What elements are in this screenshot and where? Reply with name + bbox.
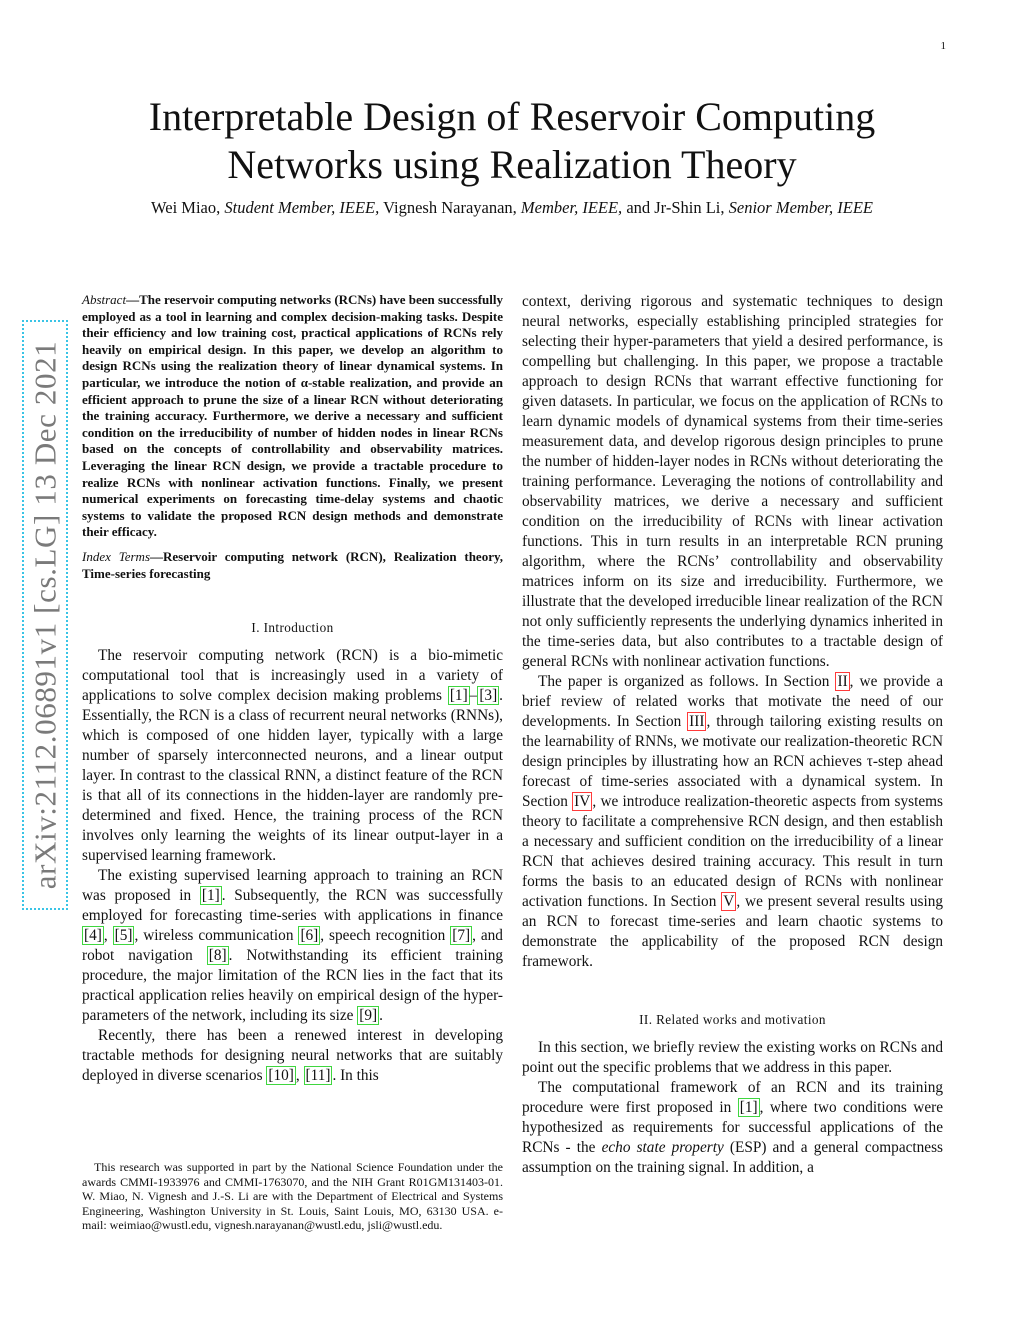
citation-link[interactable]: [7] [452, 927, 471, 945]
right-column [522, 292, 943, 1178]
index-terms [82, 549, 503, 582]
text-run: The computational framework of an RCN and its training procedure were first proposed in [522, 1079, 943, 1116]
intro-paragraph-2 [82, 866, 503, 1026]
text-run: , [103, 927, 113, 945]
author-role: Member, IEEE, [520, 198, 623, 217]
citation-link[interactable]: [5] [114, 927, 133, 945]
arxiv-stamp [22, 320, 68, 910]
italic-term: echo state property [601, 1139, 724, 1156]
section-link[interactable]: V [723, 893, 735, 910]
text-run: context, deriving rigorous and systematic techniques to design neural networks, especially establishing principled strategies for selecting their hyper-parameters that yield a desired performance, is compelling but challenging. In this paper, we propose a tractable approach to design RCNs that warrant effective functioning for given datasets. In particular, we focus on the application of RCNs to learn dynamic models of dynamical systems from their time-series measurement data, and develop rigorous design principles to prune the number of hidden-layer nodes in RCNs without deteriorating the training performance. Leveraging the notions of controllability and observability matrices, we derive a necessary and sufficient condition on the irreducibility of RCNs with linear activation functions. This in turn results in an interpretable RCN pruning algorithm, where the RCNs’ controllability and observability matrices inform on its size and irreducibility. Furthermore, we illustrate that the developed irreducible linear realization of the RCN not only sufficiently represents the underlying dynamics inherited in the time-series data, but also contributes to a tractable design of general RCNs with nonlinear activation functions. [522, 293, 943, 670]
section-heading-introduction: I. Introduction [251, 620, 334, 636]
section-link[interactable]: III [689, 713, 705, 730]
text-run: . Notwithstanding its efficient training procedure, the major limitation of the RCN lies in the fact that its practical application relies heavily on empirical design of the hyper-parameters of the network, including its size [82, 947, 504, 1025]
text-run: – [469, 687, 478, 705]
abstract-text: —The reservoir computing networks (RCNs) have been successfully employed as a tool in learning and complex decision-making tasks. Despite their efficiency and low training cost, practical applications of RCNs rely heavily on empirical design. In this paper, we develop an algorithm to design RCNs using the realization theory of linear dynamical systems. In particular, we introduce the notion of α-stable realization, and provide an efficient approach to prune the size of a linear RCN without deteriorating the training accuracy. Furthermore, we derive a necessary and sufficient condition on the irreducibility of number of hidden nodes in linear RCNs based on the concepts of controllability and observability matrices. Leveraging the linear RCN design, we provide a tractable procedure to realize RCNs with nonlinear activation functions. Finally, we present numerical experiments on forecasting time-delay systems and chaotic systems to validate the proposed RCN design methods and demonstrate their efficacy. [82, 292, 503, 540]
title-line-2: Networks using Realization Theory [227, 142, 797, 187]
left-column [82, 292, 503, 1086]
author-name: Wei Miao, [151, 198, 221, 217]
author-list [0, 198, 1024, 218]
text-run: . Subsequently, the RCN was successfully employed for forecasting time-series with applications in finance [82, 887, 503, 925]
index-terms-text: —Reservoir computing network (RCN), Realization theory, Time-series forecasting [82, 548, 503, 581]
related-paragraph-1 [522, 1038, 943, 1078]
citation-link[interactable]: [4] [84, 927, 102, 945]
citation-link[interactable]: [3] [479, 687, 498, 705]
title-line-1: Interpretable Design of Reservoir Computing [148, 94, 876, 139]
text-run: Recently, there has been a renewed interest in developing tractable methods for designing neural networks that are suitably deployed in diverse scenarios [82, 1027, 503, 1085]
section-link[interactable]: II [837, 673, 848, 690]
text-run: (ESP) and a general compactness assumption on the training signal. In addition, a [522, 1139, 943, 1176]
arxiv-id: arXiv:2112.06891v1 [cs.LG] 13 Dec 2021 [27, 340, 63, 890]
citation-link[interactable]: [6] [300, 927, 319, 945]
citation-link[interactable]: [9] [359, 1007, 378, 1025]
abstract [82, 292, 503, 541]
footnote [82, 1160, 503, 1233]
text-run: , wireless communication [134, 927, 299, 945]
intro-paragraph-3 [82, 1026, 503, 1086]
citation-link[interactable]: [11] [305, 1067, 331, 1085]
text-run: In this section, we briefly review the existing works on RCNs and point out the specific problems that we address in this paper. [522, 1039, 943, 1076]
index-terms-label: Index Terms [82, 548, 151, 564]
text-run: , and robot navigation [82, 927, 503, 965]
author-role: Senior Member, IEEE [728, 198, 873, 217]
text-run: , speech recognition [320, 927, 451, 945]
text-run: The reservoir computing network (RCN) is a bio-mimetic computational tool that is increasingly used in a variety of applications to solve complex decision making problems [82, 647, 503, 705]
citation-link[interactable]: [1] [449, 687, 468, 705]
intro-paragraph-continued [522, 292, 943, 672]
text-run: The existing supervised learning approach to training an RCN was proposed in [82, 867, 503, 905]
text-run: . Essentially, the RCN is a class of recurrent neural networks (RNNs), which is composed of one hidden layer, typically with a large number of sparsely interconnected neurons, and a linear output layer. In contrast to the classical RNN, a distinct feature of the RCN is that all of its connections in the hidden-layer are randomly pre-determined and fixed. Hence, the training process of the RCN involves only learning the weights of its linear output-layer in a supervised learning framework. [82, 687, 503, 865]
citation-link[interactable]: [10] [268, 1067, 294, 1085]
text-run: , [295, 1067, 304, 1085]
author-role: Student Member, IEEE, [224, 198, 380, 217]
section-link[interactable]: IV [574, 793, 591, 810]
text-run: , we provide a brief review of related works that motivate the need of our developments. In Section [522, 673, 943, 730]
organization-paragraph [522, 672, 943, 972]
funding-footnote: This research was supported in part by the National Science Foundation under the awards CMMI-1933976 and CMMI-1763070, and the NIH Grant R01GM131403-01. W. Miao, N. Vignesh and J.-S. Li are with the Department of Electrical and Systems Engineering, Washington University in St. Louis, Saint Louis, MO, 63130 USA. e-mail: weimiao@wustl.edu, vignesh.narayanan@wustl.edu, jsli@wustl.edu. [82, 1160, 503, 1232]
text-run: . In this [332, 1067, 379, 1085]
author-name: Vignesh Narayanan, [383, 198, 517, 217]
page-number: 1 [940, 40, 946, 52]
text-run: , we introduce realization-theoretic aspects from systems theory to facilitate a comprehensive RCN design, and then establish a necessary and sufficient condition on the irreducibility of a linear RCN that achieves desired training accuracy. This result in turn forms the basis to an educated design of RCNs with nonlinear activation functions. In Section [522, 793, 943, 910]
citation-link[interactable]: [8] [208, 947, 227, 965]
section-heading-related-works: II. Related works and motivation [639, 1012, 826, 1027]
text-run: The paper is organized as follows. In Section [538, 673, 836, 690]
abstract-label: Abstract [82, 292, 127, 307]
text-run: , where two conditions were hypothesized as requirements for successful applications of the RCNs - the [522, 1099, 944, 1156]
citation-link[interactable]: [1] [201, 887, 220, 905]
citation-link[interactable]: [1] [739, 1099, 758, 1116]
text-run: , through tailoring existing results on the learnability of RNNs, we motivate our realization-theoretic RCN design principles by illustrating how an RCN achieves τ-step ahead forecast of time-series associated with a dynamical system. In Section [522, 713, 943, 810]
paper-title [0, 93, 1024, 189]
author-name: and Jr-Shin Li, [626, 198, 725, 217]
intro-paragraph-1 [82, 646, 503, 866]
text-run: , we present several results using an RCN to forecast time-series and learn chaotic systems to demonstrate the applicability of the proposed RCN design framework. [522, 893, 943, 970]
text-run: . [379, 1007, 383, 1025]
related-paragraph-2 [522, 1078, 943, 1178]
